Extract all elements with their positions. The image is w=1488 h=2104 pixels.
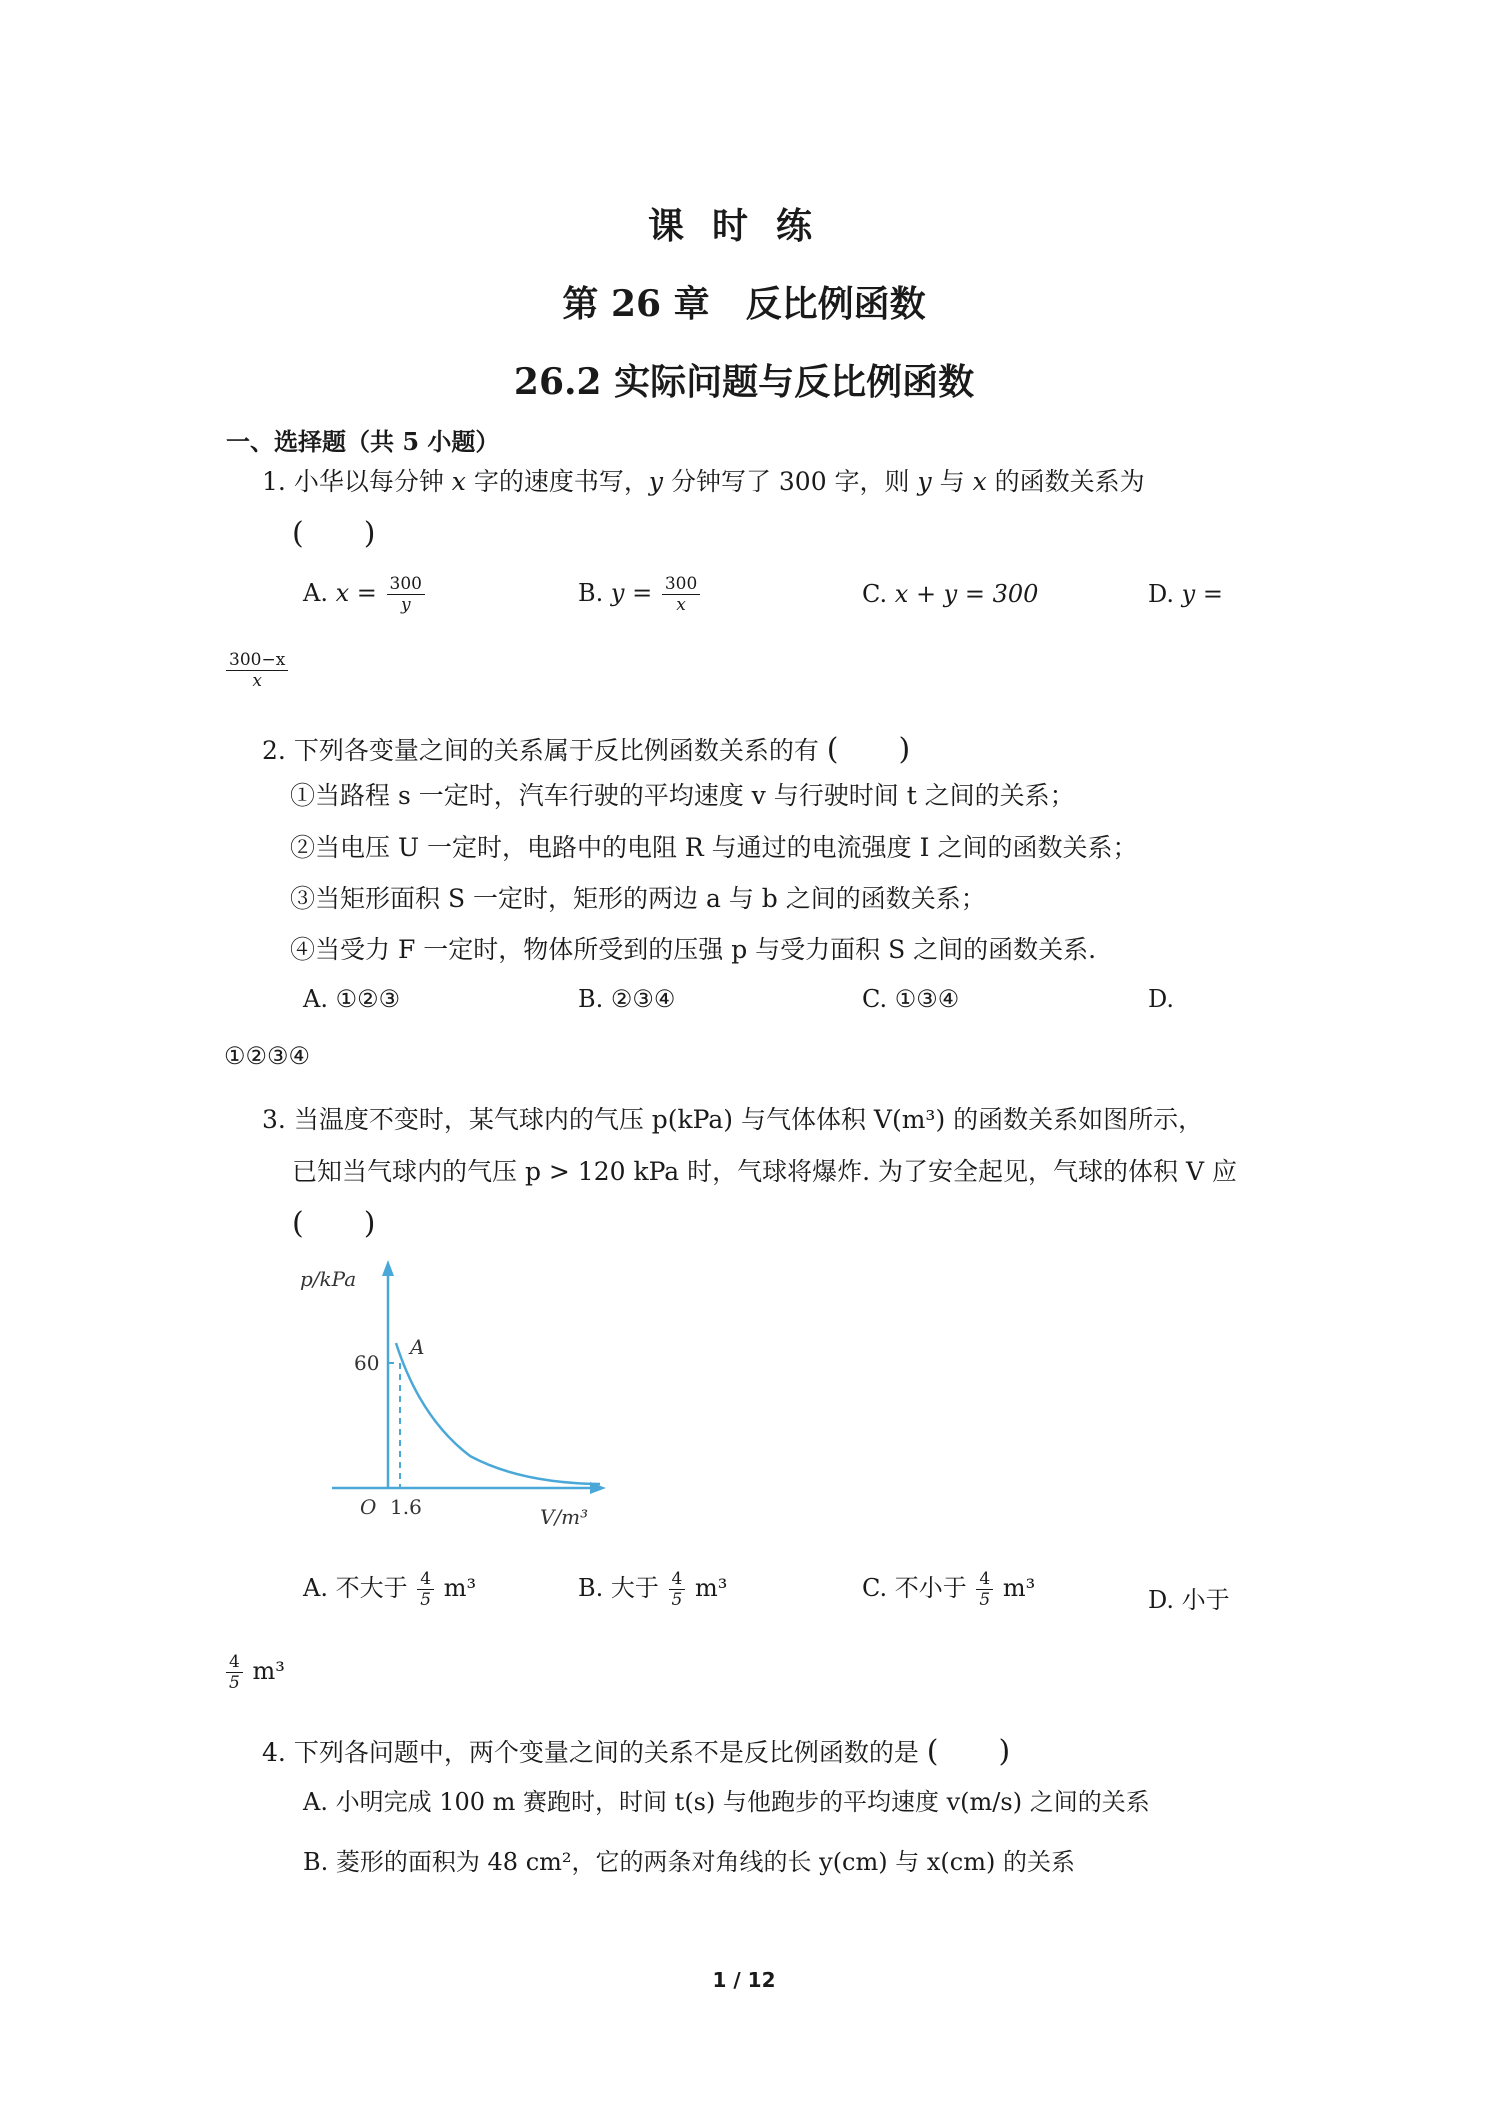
hyperbola-curve: [396, 1343, 600, 1484]
q4-option-a: A. 小明完成 100 m 赛跑时，时间 t(s) 与他跑步的平均速度 v(m/s) 之间的关系: [303, 1788, 1150, 1816]
q3-option-d: [1148, 1580, 1230, 1615]
q1-text-c: 分钟写了 300 字，则: [670, 467, 910, 496]
q3-option-a-text: 不大于: [335, 1574, 408, 1602]
unit: m³: [443, 1574, 477, 1602]
q4-number: 4.: [262, 1738, 286, 1767]
q1-option-a-label: A.: [303, 579, 328, 607]
q4-option-b: B. 菱形的面积为 48 cm²，它的两条对角线的长 y(cm) 与 x(cm) 的关系: [303, 1848, 1075, 1876]
q1-option-a-lhs: x =: [335, 579, 377, 607]
q1-option-c-text: x + y = 300: [894, 580, 1039, 608]
q1-answer-paren: ( ): [292, 516, 376, 551]
q3-option-b-text: 大于: [610, 1574, 659, 1602]
q1-option-b-lhs: y =: [610, 579, 653, 607]
q4-text: 下列各问题中，两个变量之间的关系不是反比例函数的是: [293, 1738, 919, 1767]
frac-den: x: [676, 595, 686, 615]
q3-option-c-label: C.: [862, 1574, 888, 1602]
y-tick-label: 60: [354, 1351, 380, 1375]
q1-option-c-label: C.: [862, 580, 888, 608]
q3-option-d-value: [224, 1652, 285, 1693]
q3-option-b: [578, 1568, 727, 1610]
q4-answer-paren: ( ): [926, 1734, 1011, 1769]
q1-option-d-fraction: [224, 650, 290, 691]
y-axis-label: p/kPa: [300, 1267, 357, 1291]
frac-num: 4: [976, 1569, 993, 1590]
q2-option-c: C. ①③④: [862, 985, 960, 1013]
q1-text-b: 字的速度书写，: [473, 467, 649, 496]
q1-option-b-label: B.: [578, 579, 604, 607]
frac-num: 300−x: [226, 650, 288, 671]
q3-answer-paren: ( ): [292, 1206, 376, 1241]
q2-answer-paren: ( ): [826, 732, 911, 767]
frac-den: 5: [671, 1590, 683, 1610]
q2-number: 2.: [262, 736, 286, 765]
q1-option-a: [303, 574, 427, 615]
x-tick-label: 1.6: [390, 1495, 422, 1519]
frac-den: 5: [229, 1673, 240, 1693]
q2-option-b: B. ②③④: [578, 985, 676, 1013]
pressure-volume-graph: [290, 1258, 620, 1538]
q3-number: 3.: [262, 1105, 286, 1134]
chapter-title: 第 26 章 反比例函数: [562, 283, 926, 325]
q3-option-a: [303, 1568, 476, 1610]
q2-option-a: A. ①②③: [303, 985, 401, 1013]
q1-option-a-fraction: [387, 574, 425, 615]
q2-statement-3: ③当矩形面积 S 一定时，矩形的两边 a 与 b 之间的函数关系；: [290, 884, 986, 913]
q3-stem-line1: [262, 1100, 1203, 1136]
origin-label: O: [360, 1495, 377, 1519]
frac-num: 4: [226, 1652, 243, 1673]
q1-var-x: x: [451, 467, 466, 496]
q2-statement-4: ④当受力 F 一定时，物体所受到的压强 p 与受力面积 S 之间的函数关系.: [290, 935, 1097, 964]
q1-var-y-2: y: [917, 467, 932, 496]
frac-num: 300: [387, 574, 425, 595]
q2-statement-1: ①当路程 s 一定时，汽车行驶的平均速度 v 与行驶时间 t 之间的关系；: [290, 781, 1075, 810]
q2-statement-2: ②当电压 U 一定时，电路中的电阻 R 与通过的电流强度 I 之间的函数关系；: [290, 833, 1138, 862]
q1-option-d: [1148, 580, 1223, 608]
unit: m³: [1002, 1574, 1036, 1602]
y-axis-arrow-icon: [382, 1260, 394, 1276]
page-number: 1 / 12: [712, 1968, 776, 1992]
q3-option-c-text: 不小于: [894, 1574, 967, 1602]
q1-option-b-fraction: [662, 574, 700, 615]
frac-den: x: [252, 671, 262, 691]
q1-var-x-2: x: [972, 467, 987, 496]
frac-num: 300: [662, 574, 700, 595]
q3-option-c: [862, 1568, 1035, 1610]
frac-den: 5: [979, 1590, 991, 1610]
q1-option-b: [578, 574, 702, 615]
q3-stem-line2: 已知当气球内的气压 p > 120 kPa 时，气球将爆炸. 为了安全起见，气球的体积 V 应: [292, 1157, 1237, 1186]
x-axis-label: V/m³: [540, 1505, 589, 1529]
unit: m³: [695, 1574, 728, 1602]
q2-option-d-value: ①②③④: [224, 1042, 311, 1070]
q1-text-e: 的函数关系为: [994, 467, 1145, 496]
unit: m³: [252, 1657, 285, 1685]
q3-option-d-label: D.: [1148, 1586, 1175, 1614]
q1-option-d-lhs: y =: [1181, 580, 1223, 608]
q1-option-c: [862, 580, 1038, 608]
q2-text: 下列各变量之间的关系属于反比例函数关系的有: [293, 736, 819, 765]
frac-den: y: [400, 595, 411, 615]
q3-option-d-text: 小于: [1181, 1586, 1230, 1614]
frac-den: 5: [420, 1590, 432, 1610]
q3-option-a-label: A.: [303, 1574, 328, 1602]
frac-num: 4: [417, 1569, 434, 1590]
q2-option-d-label: D.: [1148, 985, 1175, 1013]
doc-title: 课时练: [647, 205, 840, 247]
q1-number: 1.: [262, 467, 286, 496]
section-heading: 一、选择题（共 5 小题）: [226, 427, 500, 456]
q2-stem: [262, 724, 910, 768]
q1-stem: [262, 462, 1145, 498]
q3-option-b-label: B.: [578, 1574, 604, 1602]
frac-num: 4: [669, 1569, 686, 1590]
q1-text-a: 小华以每分钟: [293, 467, 444, 496]
section-title: 26.2 实际问题与反比例函数: [513, 361, 975, 403]
q4-stem: [262, 1726, 1010, 1770]
q1-text-d: 与: [939, 467, 965, 496]
q1-option-d-label: D.: [1148, 580, 1175, 608]
q3-line1-text: 当温度不变时，某气球内的气压 p(kPa) 与气体体积 V(m³) 的函数关系如图所示，: [293, 1105, 1204, 1134]
q1-var-y: y: [648, 467, 663, 496]
point-a-label: A: [410, 1335, 425, 1359]
